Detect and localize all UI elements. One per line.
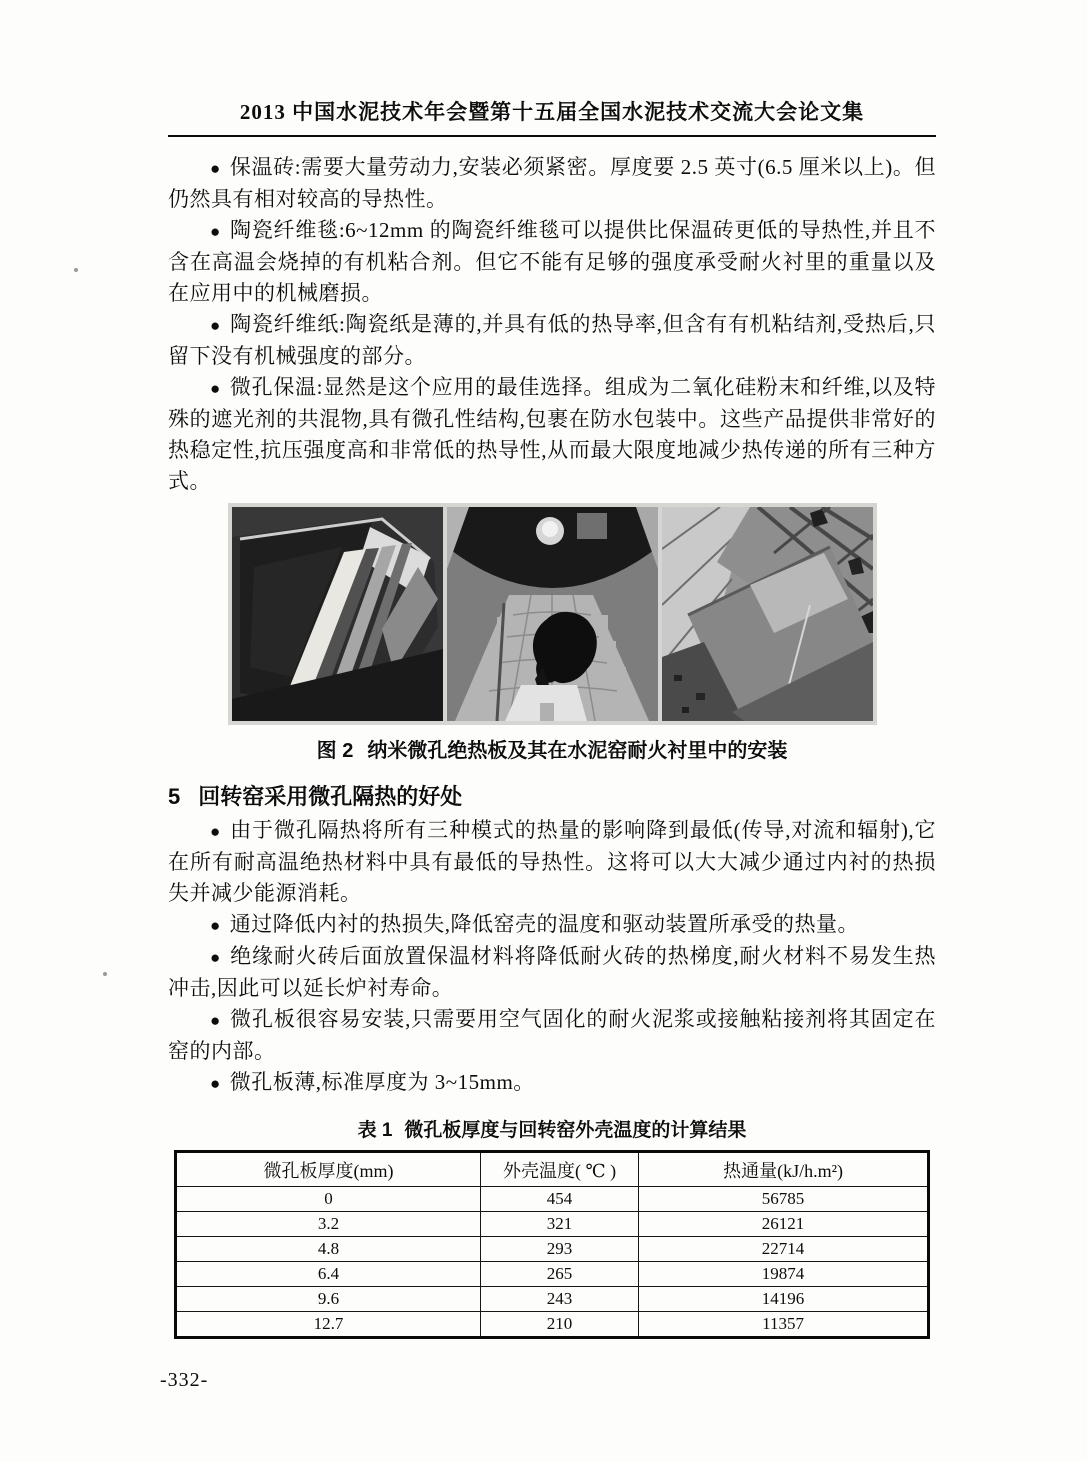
table-row xyxy=(176,1287,929,1312)
col-header-heat-flux: 热通量(kJ/h.m²) xyxy=(639,1152,929,1187)
bullet-icon: ● xyxy=(210,222,222,241)
paragraph-text: 陶瓷纤维纸:陶瓷纸是薄的,并具有低的热导率,但含有有机粘结剂,受热后,只留下没有机械强度的部分。 xyxy=(168,312,936,368)
table-row xyxy=(176,1312,929,1338)
section-title: 回转窑采用微孔隔热的好处 xyxy=(198,784,463,809)
results-table xyxy=(174,1150,930,1339)
kiln-interior-installation-photo xyxy=(447,507,658,721)
figure-caption-text: 纳米微孔绝热板及其在水泥窑耐火衬里中的安装 xyxy=(367,740,788,762)
cell-temperature: 293 xyxy=(480,1237,638,1262)
paragraph-lower-shell-temperature xyxy=(168,909,936,941)
table-row xyxy=(176,1212,929,1237)
paragraph-text: 微孔保温:显然是这个应用的最佳选择。组成为二氧化硅粉末和纤维,以及特殊的遮光剂的共混物,具有微孔性结构,包裹在防水包装中。这些产品提供非常好的热稳定性,抗压强度高和非常低的热导性,从而最大限度地减少热传递的所有三种方式。 xyxy=(168,375,936,493)
table-row xyxy=(176,1262,929,1287)
benefit-paragraphs xyxy=(168,815,936,1099)
paragraph-text: 微孔板很容易安装,只需要用空气固化的耐火泥浆或接触粘接剂将其固定在窑的内部。 xyxy=(168,1007,936,1063)
cell-heat-flux: 19874 xyxy=(639,1262,929,1287)
section-5-heading xyxy=(168,780,936,811)
scan-speck xyxy=(103,972,107,976)
paragraph-text: 微孔板薄,标准厚度为 3~15mm。 xyxy=(229,1070,535,1094)
paragraph-text: 由于微孔隔热将所有三种模式的热量的影响降到最低(传导,对流和辐射),它在所有耐高温绝热材料中具有最低的导热性。这将可以大大减少通过内衬的热损失并减少能源消耗。 xyxy=(168,818,937,905)
paragraph-ceramic-fiber-blanket xyxy=(168,215,936,309)
col-header-thickness: 微孔板厚度(mm) xyxy=(176,1152,481,1187)
table-label: 表 1 xyxy=(357,1120,393,1141)
paragraph-thin-panels xyxy=(168,1067,936,1099)
paragraph-microporous-insulation xyxy=(168,372,936,497)
bullet-icon: ● xyxy=(210,948,222,967)
cell-thickness: 9.6 xyxy=(176,1287,481,1312)
cell-heat-flux: 56785 xyxy=(639,1187,929,1212)
cell-thickness: 3.2 xyxy=(176,1212,481,1237)
cell-thickness: 0 xyxy=(176,1187,481,1212)
table-row xyxy=(176,1187,929,1212)
col-header-shell-temperature: 外壳温度( ℃ ) xyxy=(480,1152,638,1187)
figure-2-caption xyxy=(168,734,936,763)
cell-temperature: 454 xyxy=(480,1187,638,1212)
bullet-icon: ● xyxy=(210,159,221,178)
header-rule xyxy=(168,135,936,137)
table-header-row xyxy=(176,1152,929,1187)
table-title-text: 微孔板厚度与回转窑外壳温度的计算结果 xyxy=(404,1120,747,1141)
scan-speck xyxy=(74,268,78,272)
section-number: 5 xyxy=(168,784,181,809)
paragraph-insulating-brick xyxy=(168,152,936,215)
cell-thickness: 4.8 xyxy=(176,1237,481,1262)
kiln-brick-lining-photo xyxy=(662,507,873,721)
cell-temperature: 265 xyxy=(480,1262,638,1287)
page-number: -332- xyxy=(160,1369,209,1391)
cell-heat-flux: 11357 xyxy=(639,1312,929,1338)
paragraph-thermal-gradient xyxy=(168,941,936,1004)
bullet-icon: ● xyxy=(210,1074,221,1093)
intro-paragraphs xyxy=(168,152,936,497)
microporous-insulation-boards-photo xyxy=(232,507,443,721)
cell-heat-flux: 26121 xyxy=(639,1212,929,1237)
table-1-title xyxy=(168,1115,936,1142)
table-row xyxy=(176,1237,929,1262)
paragraph-easy-installation xyxy=(168,1004,936,1067)
bullet-icon: ● xyxy=(210,1011,222,1030)
cell-thickness: 6.4 xyxy=(176,1262,481,1287)
cell-thickness: 12.7 xyxy=(176,1312,481,1338)
cell-heat-flux: 22714 xyxy=(639,1237,929,1262)
figure-label: 图 2 xyxy=(316,740,354,762)
paragraph-text: 通过降低内衬的热损失,降低窑壳的温度和驱动装置所承受的热量。 xyxy=(229,912,860,936)
cell-temperature: 321 xyxy=(480,1212,638,1237)
paragraph-text: 陶瓷纤维毯:6~12mm 的陶瓷纤维毯可以提供比保温砖更低的导热性,并且不含在高温会烧掉的有机粘合剂。但它不能有足够的强度承受耐火衬里的重量以及在应用中的机械磨损。 xyxy=(168,218,936,305)
cell-heat-flux: 14196 xyxy=(639,1287,929,1312)
paragraph-lowest-conductivity xyxy=(168,815,936,909)
paragraph-ceramic-fiber-paper xyxy=(168,309,936,372)
cell-temperature: 243 xyxy=(480,1287,638,1312)
paragraph-text: 保温砖:需要大量劳动力,安装必须紧密。厚度要 2.5 英寸(6.5 厘米以上)。但仍然具有相对较高的导热性。 xyxy=(168,155,936,211)
figure-2-photo-strip xyxy=(228,503,877,725)
paragraph-text: 绝缘耐火砖后面放置保温材料将降低耐火砖的热梯度,耐火材料不易发生热冲击,因此可以延长炉衬寿命。 xyxy=(168,944,936,1000)
bullet-icon: ● xyxy=(210,379,221,398)
cell-temperature: 210 xyxy=(480,1312,638,1338)
bullet-icon: ● xyxy=(210,822,222,841)
page-header-title: 2013 中国水泥技术年会暨第十五届全国水泥技术交流大会论文集 xyxy=(239,100,865,124)
bullet-icon: ● xyxy=(210,316,222,335)
bullet-icon: ● xyxy=(210,916,221,935)
